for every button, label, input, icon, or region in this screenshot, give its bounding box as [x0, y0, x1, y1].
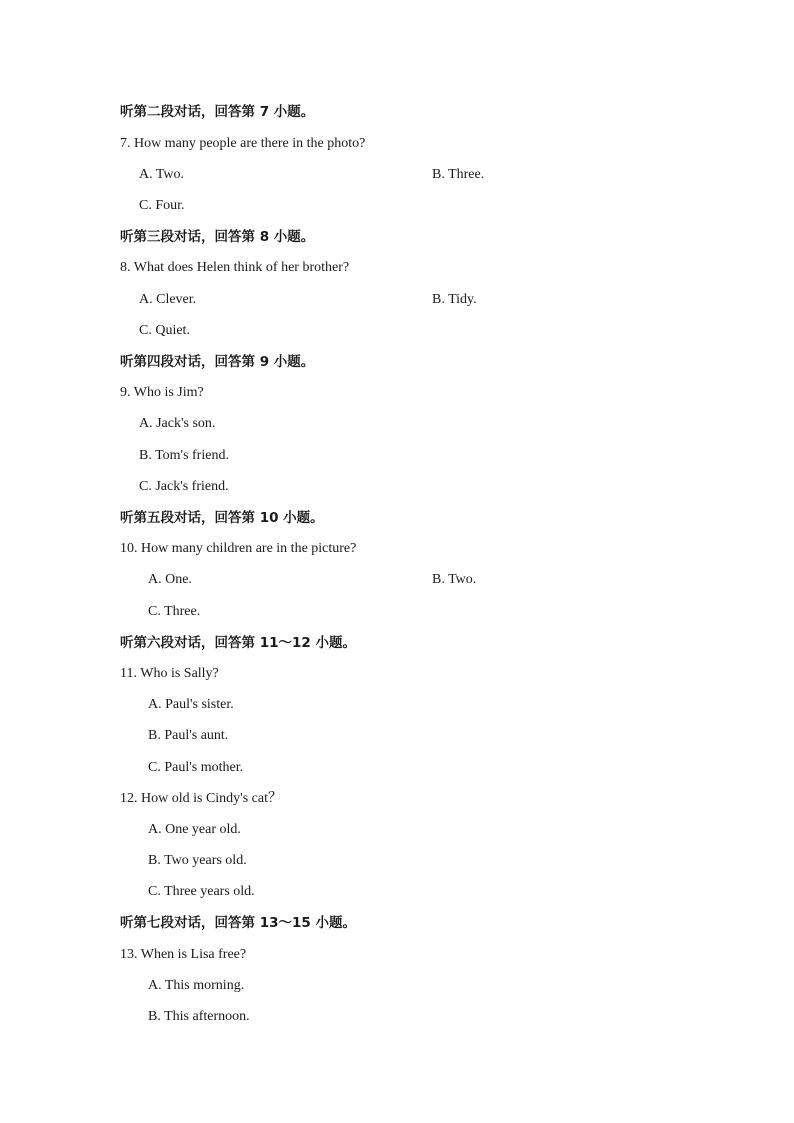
option-9b: B. Tom's friend.: [139, 448, 229, 463]
question-12: 12. How old is Cindy's cat？: [120, 791, 282, 806]
question-7: 7. How many people are there in the photo?: [120, 136, 366, 151]
section-heading: 听第七段对话，回答第 13～15 小题。: [120, 915, 356, 931]
option-13a: A. This morning.: [148, 978, 245, 993]
option-9a: A. Jack's son.: [139, 416, 216, 431]
question-9: 9. Who is Jim?: [120, 385, 204, 400]
option-8a: A. Clever.: [139, 292, 197, 307]
option-9c: C. Jack's friend.: [139, 479, 229, 494]
option-7a: A. Two.: [139, 167, 185, 182]
option-10a: A. One.: [148, 572, 192, 587]
option-12b: B. Two years old.: [148, 853, 247, 868]
option-11a: A. Paul's sister.: [148, 697, 234, 712]
option-12a: A. One year old.: [148, 822, 241, 837]
section-heading: 听第六段对话，回答第 11～12 小题。: [120, 635, 356, 651]
section-heading: 听第五段对话，回答第 10 小题。: [120, 510, 324, 526]
option-13b: B. This afternoon.: [148, 1009, 250, 1024]
option-10c: C. Three.: [148, 604, 201, 619]
option-10b: B. Two.: [432, 572, 477, 587]
section-heading: 听第三段对话，回答第 8 小题。: [120, 229, 315, 245]
question-11: 11. Who is Sally?: [120, 666, 219, 681]
question-10: 10. How many children are in the picture?: [120, 541, 357, 556]
option-11b: B. Paul's aunt.: [148, 728, 229, 743]
section-heading: 听第二段对话，回答第 7 小题。: [120, 104, 315, 120]
option-11c: C. Paul's mother.: [148, 760, 244, 775]
option-7c: C. Four.: [139, 198, 185, 213]
option-8c: C. Quiet.: [139, 323, 190, 338]
question-8: 8. What does Helen think of her brother?: [120, 260, 350, 275]
option-12c: C. Three years old.: [148, 884, 255, 899]
section-heading: 听第四段对话，回答第 9 小题。: [120, 354, 315, 370]
option-8b: B. Tidy.: [432, 292, 477, 307]
option-7b: B. Three.: [432, 167, 485, 182]
question-13: 13. When is Lisa free?: [120, 947, 247, 962]
